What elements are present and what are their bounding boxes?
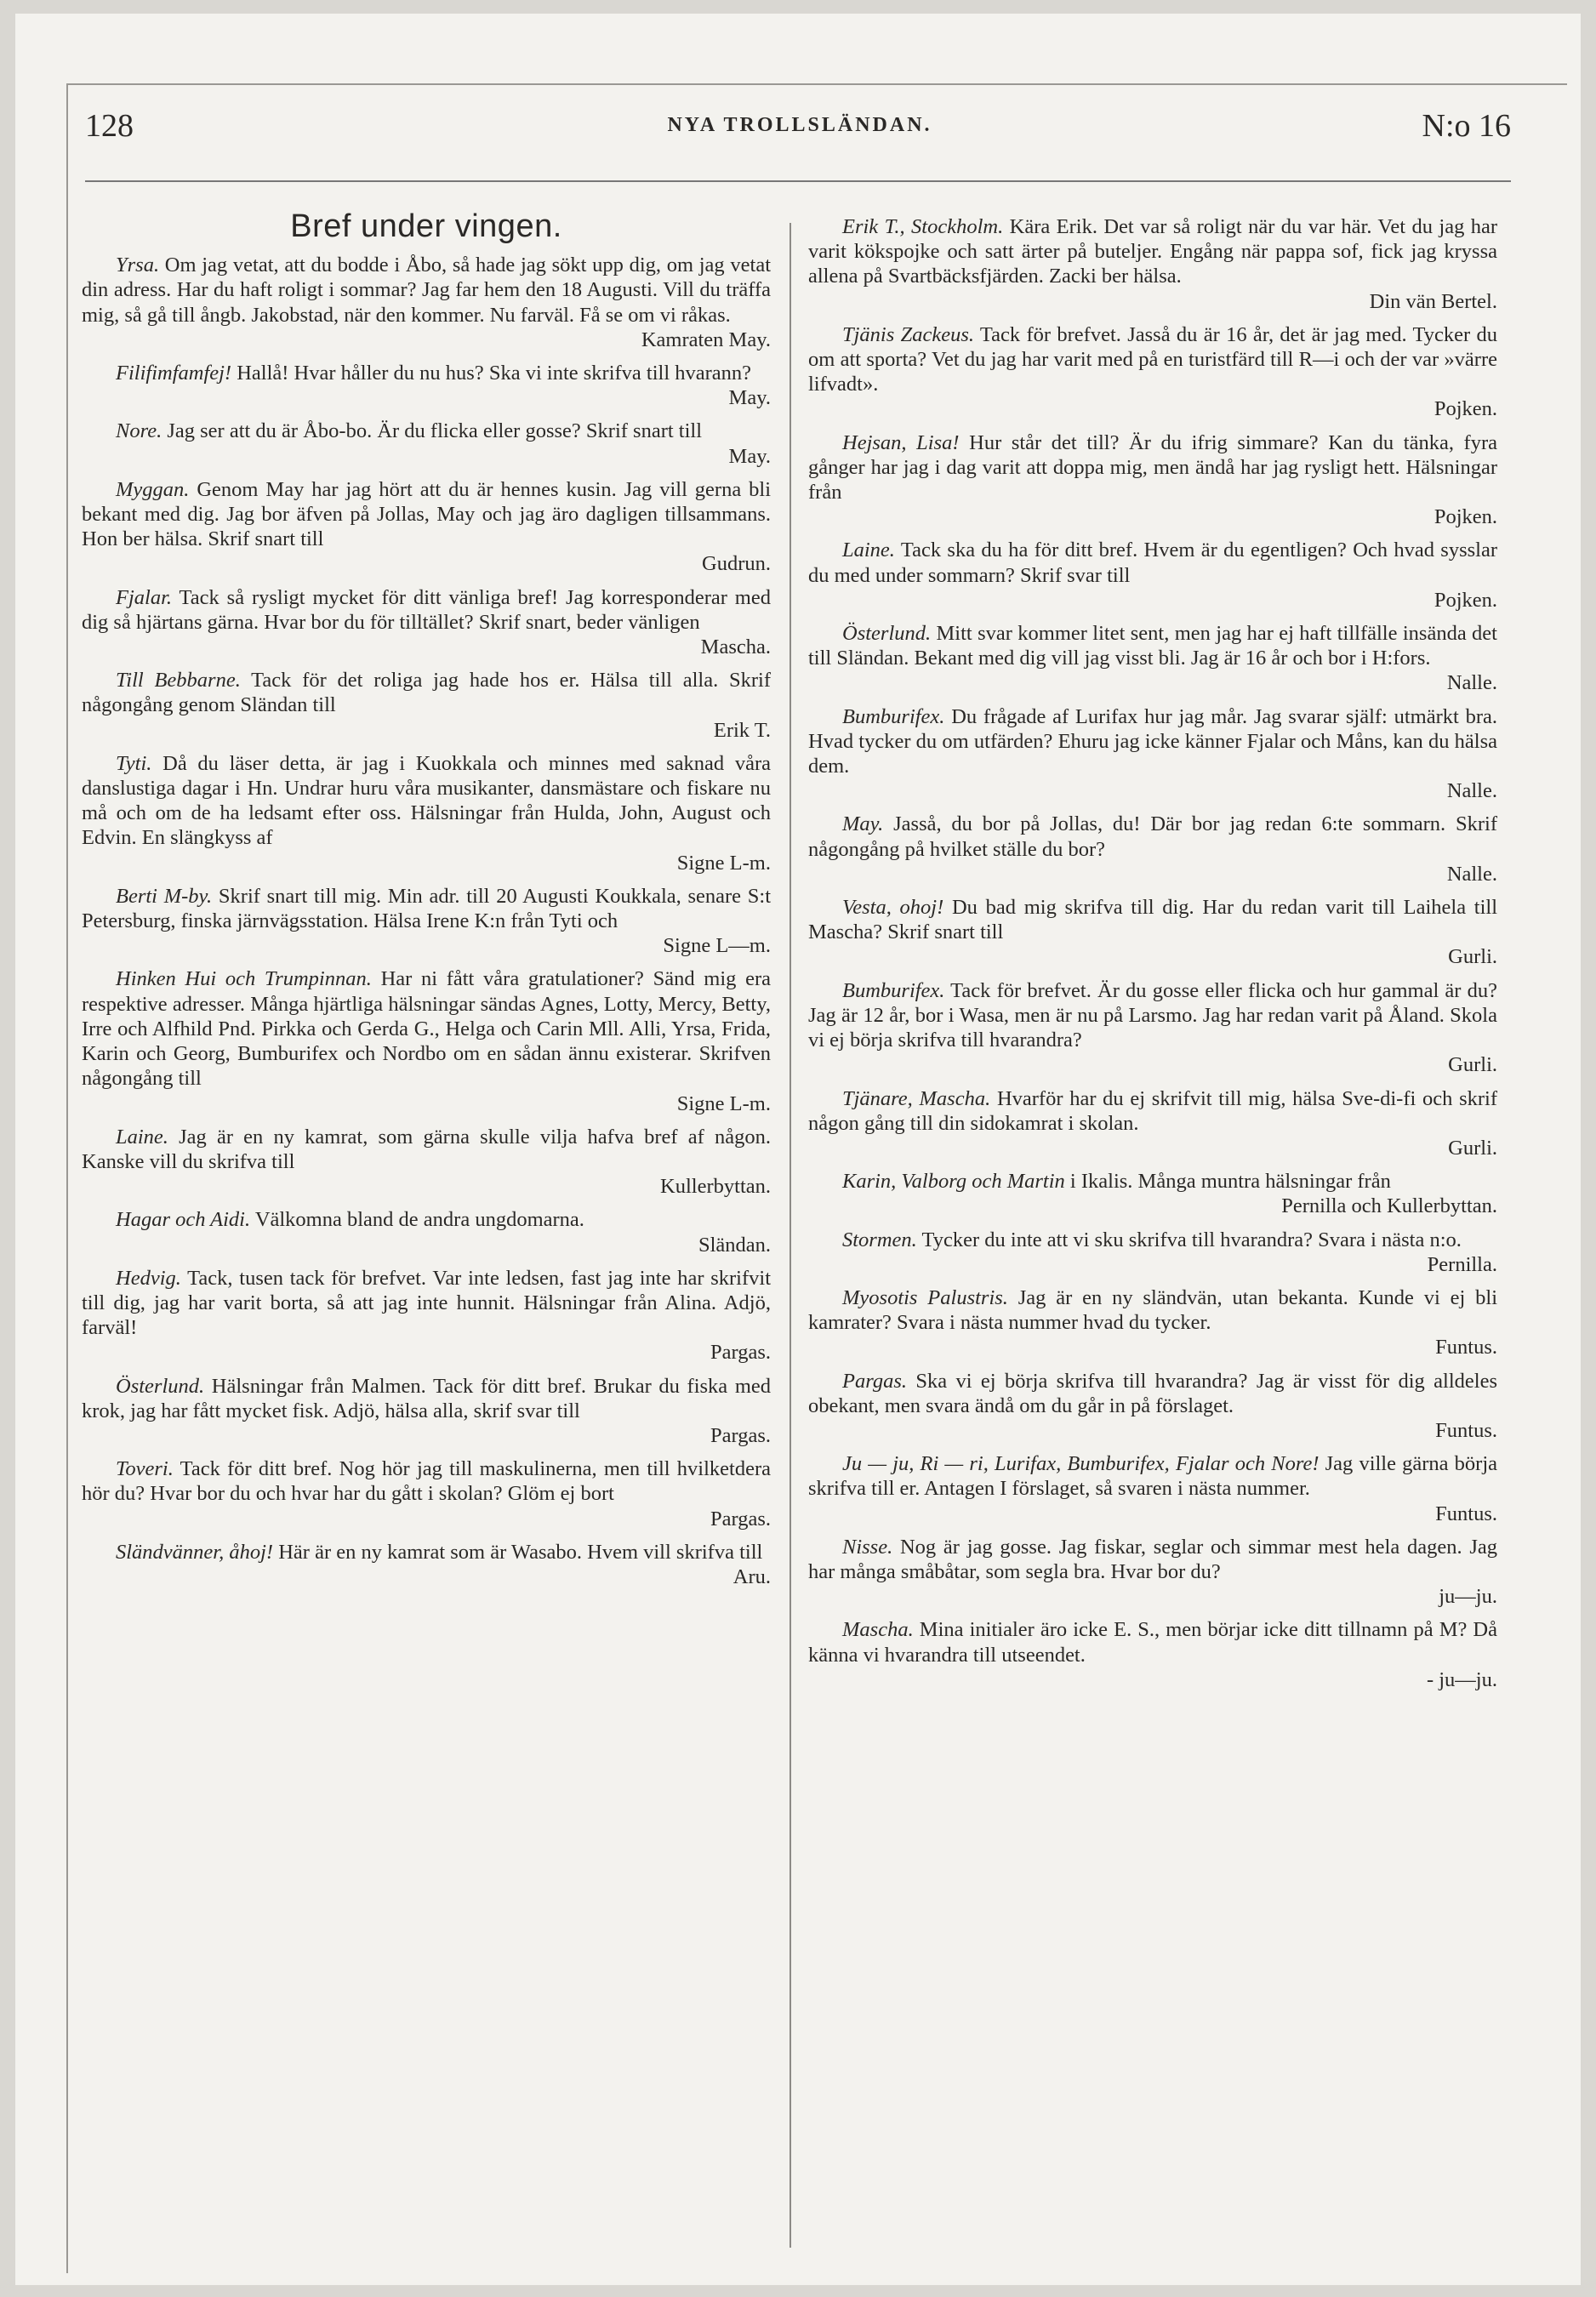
letter	[82, 419, 771, 468]
letter	[808, 978, 1497, 1078]
letter-signature: Pargas.	[710, 1341, 771, 1365]
letter-signature: Kamraten May.	[641, 328, 771, 351]
letter-body	[82, 477, 771, 552]
letter	[808, 1451, 1497, 1526]
letter-signature: Signe L—m.	[663, 934, 771, 958]
letter-addressee: Österlund.	[842, 622, 932, 646]
letter	[808, 812, 1497, 886]
letter-body	[808, 1451, 1497, 1501]
letter-addressee: May.	[842, 812, 884, 836]
letter	[808, 430, 1497, 530]
letter-text: Jag är en ny sländvän, utan bekanta. Kunde vi ej bli kamrater? Svara i nästa nummer hvad du tycker.	[808, 1285, 1498, 1335]
letter-addressee: Bumburifex.	[842, 704, 945, 728]
letter-body	[82, 253, 771, 328]
letter-body	[808, 1285, 1497, 1335]
letter-text: Ska vi ej börja skrifva till hvarandra? Jag är visst för dig alldeles obekant, men svara ändå om du går in på förslaget.	[808, 1369, 1498, 1417]
letter-body	[82, 1374, 771, 1423]
letter-text: Har ni fått våra gratulationer? Sänd mig era respektive adresser. Många hjärtliga hälsningar sändas Agnes, Lotty, Mercy, Betty, Irre och Alfhild Pnd. Pirkka och Gerda G., Helga och Carin Mll. Alli, Yrsa, Frida, Karin och Georg, Bumburifex och Nordbo om en sådan ännu existerar. Skrifven någongång till	[82, 967, 772, 1091]
letter-signature: Gurli.	[1448, 945, 1497, 969]
letter-body	[808, 1369, 1497, 1418]
letter-addressee: Hedvig.	[116, 1266, 181, 1290]
letter-signature: Pargas.	[710, 1423, 771, 1447]
letter	[82, 1266, 771, 1365]
letter-signature: May.	[728, 386, 771, 410]
letter-text: Tack för det roliga jag hade hos er. Hälsa till alla. Skrif någongång genom Sländan till	[82, 669, 771, 717]
letter-signature: - ju—ju.	[1426, 1667, 1497, 1691]
issue-number: N:o 16	[1422, 108, 1511, 144]
letter-body	[808, 895, 1497, 944]
letter	[82, 884, 771, 959]
letter-addressee: Hagar och Aidi.	[116, 1208, 251, 1232]
letter-text: Tack för brefvet. Jasså du är 16 år, det är jag med. Tycker du om att sporta? Vet du jag har varit med på en turistfärd till R—i och der var »värre lifvadt».	[808, 322, 1497, 396]
letter-addressee: Hinken Hui och Trumpinnan.	[116, 967, 372, 991]
running-title: NYA TROLLSLÄNDAN.	[667, 114, 932, 136]
letter-signature: Funtus.	[1435, 1418, 1497, 1442]
letter-text: Hälsningar från Malmen. Tack för ditt bref. Brukar du fiska med krok, jag har fått mycket fisk. Adjö, hälsa alla, skrif svar till	[82, 1374, 771, 1422]
letter-text: Tack så rysligt mycket för ditt vänliga bref! Jag korresponderar med dig så hjärtans gärna. Hvar bor du för tilltället? Skrif snart, beder vänligen	[82, 585, 771, 634]
letter-body	[808, 1228, 1497, 1252]
letter-text: Tycker du inte att vi sku skrifva till hvarandra? Svara i nästa n:o.	[921, 1228, 1462, 1251]
letter	[82, 1125, 771, 1200]
letter	[808, 214, 1497, 314]
letter	[82, 966, 771, 1115]
letter	[82, 253, 771, 352]
letter-body	[808, 214, 1497, 289]
letter-signature: Mascha.	[700, 636, 771, 659]
letter-body	[82, 966, 771, 1091]
letter-body	[82, 668, 771, 717]
letter-text: Genom May har jag hört att du är hennes kusin. Jag vill gerna bli bekant med dig. Jag bor äfven på Jollas, May och jag äro dagligen tillsammans. Hon ber hälsa. Skrif snart till	[82, 477, 771, 551]
letter-body	[808, 1617, 1497, 1667]
letter-body	[808, 978, 1497, 1053]
letter	[808, 1369, 1497, 1444]
letter-addressee: Laine.	[116, 1125, 168, 1148]
letter-text: Välkomna bland de andra ungdomarna.	[254, 1208, 584, 1232]
letter-body	[808, 538, 1497, 587]
letter-signature: Erik T.	[713, 718, 771, 742]
letter-addressee: Ju — ju, Ri — ri, Lurifax, Bumburifex, Fjalar och Nore!	[842, 1452, 1320, 1476]
letter-text: Jag ser att du är Åbo-bo. Är du flicka eller gosse? Skrif snart till	[167, 419, 703, 443]
letter-text: Tack för brefvet. Är du gosse eller flicka och hur gammal är du? Jag är 12 år, bor i Wasa, men är nu på Larsmo. Jag har redan varit på Åland. Skola vi ej börja skrifva till hvarandra?	[808, 978, 1497, 1052]
letter-signature: Pernilla och Kullerbyttan.	[1281, 1194, 1497, 1218]
letter-signature: Nalle.	[1446, 671, 1497, 695]
letter-text: Mina initialer äro icke E. S., men börjar icke ditt tillnamn på M? Då känna vi hvarandra till utseendet.	[808, 1618, 1497, 1667]
right-letters	[808, 214, 1497, 1692]
letter-text: Du frågade af Lurifax hur jag mår. Jag svarar själf: utmärkt bra. Hvad tycker du om utfärden? Ehuru jag icke känner Fjalar och Måns, kan du hälsa dem.	[808, 704, 1497, 778]
letter-body	[808, 322, 1497, 397]
letter-addressee: Fjalar.	[116, 585, 173, 609]
letter-addressee: Vesta, ohoj!	[842, 896, 944, 920]
page-header	[85, 104, 1514, 151]
page-number: 128	[85, 108, 134, 144]
letter-addressee: Bumburifex.	[842, 978, 945, 1002]
letter-addressee: Till Bebbarne.	[116, 669, 241, 693]
letter-signature: Signe L-m.	[676, 1092, 771, 1115]
letter-signature: Pojken.	[1434, 505, 1497, 529]
letter-text: Jag är en ny kamrat, som gärna skulle vilja hafva bref af någon. Kanske vill du skrifva till	[82, 1125, 771, 1173]
letter-addressee: Toveri.	[116, 1457, 174, 1481]
letter-addressee: Yrsa.	[116, 254, 160, 277]
letter-signature: Din vän Bertel.	[1369, 289, 1497, 313]
letter-text: Jasså, du bor på Jollas, du! Där bor jag redan 6:te sommarn. Skrif någongång på hvilket ställe du bor?	[808, 812, 1497, 861]
letter-signature: Gurli.	[1448, 1053, 1497, 1077]
letter-addressee: Tyti.	[116, 751, 152, 775]
left-letters	[82, 253, 771, 1589]
letter-text: Tack ska du ha för ditt bref. Hvem är du egentligen? Och hvad sysslar du med under sommarn? Skrif svar till	[808, 539, 1497, 587]
letter	[808, 1285, 1497, 1360]
letter-signature: Funtus.	[1435, 1336, 1497, 1359]
letter-text: Nog är jag gosse. Jag fiskar, seglar och simmar mest hela dagen. Jag har många småbåtar, som segla bra. Hvar bor du?	[808, 1535, 1497, 1583]
letter-body	[808, 812, 1497, 861]
letter	[808, 1617, 1497, 1692]
letter	[82, 751, 771, 875]
letter-text: Hvarför har du ej skrifvit till mig, hälsa Sve-di-fi och skrif någon gång till din sidokamrat i skolan.	[808, 1086, 1498, 1135]
letter-signature: May.	[728, 444, 771, 468]
letter-signature: Gudrun.	[702, 552, 771, 576]
letter-addressee: Nore.	[116, 419, 162, 443]
letter-body	[808, 704, 1497, 779]
right-column	[808, 214, 1497, 1701]
letter-text: Jag ville gärna börja skrifva till er. Antagen I förslaget, så svaren i nästa nummer.	[808, 1452, 1498, 1501]
letter-text: Hur står det till? Är du ifrig simmare? Kan du tänka, fyra gånger har jag i dag varit att doppa mig, men ändå har jag rysligt hett. Hälsningar från	[808, 430, 1497, 504]
header-rule	[85, 180, 1511, 182]
letter-body	[82, 1207, 771, 1232]
letter-text: Du bad mig skrifva till dig. Har du redan varit till Laihela till Mascha? Skrif snart till	[808, 896, 1498, 944]
letter-text: i Ikalis. Många muntra hälsningar från	[1069, 1170, 1391, 1194]
letter-addressee: Myggan.	[116, 477, 190, 501]
letter-addressee: Sländvänner, åhoj!	[116, 1540, 274, 1564]
letter	[808, 1086, 1497, 1161]
letter-body	[82, 1266, 771, 1341]
letter-body	[82, 1540, 771, 1565]
letter-addressee: Karin, Valborg och Martin	[842, 1170, 1065, 1194]
letter	[82, 477, 771, 577]
letter-body	[82, 585, 771, 635]
letter-body	[82, 751, 771, 851]
letter-addressee: Berti M-by.	[116, 884, 213, 908]
letter-text: Tack för ditt bref. Nog hör jag till maskulinerna, men till hvilketdera hör du? Hvar bor du och hvar har du gått i skolan? Glöm ej bort	[82, 1457, 771, 1506]
letter	[808, 1535, 1497, 1610]
letter-signature: Sländan.	[698, 1233, 771, 1257]
letter-signature: Nalle.	[1446, 779, 1497, 803]
letter-signature: Pojken.	[1434, 588, 1497, 612]
letter-body	[808, 621, 1497, 670]
letter-addressee: Hejsan, Lisa!	[842, 430, 960, 454]
letter-addressee: Nisse.	[842, 1535, 893, 1559]
letter-signature: Gurli.	[1448, 1136, 1497, 1160]
letter-addressee: Stormen.	[842, 1228, 917, 1251]
letter-body	[82, 361, 771, 385]
letter-addressee: Österlund.	[116, 1374, 205, 1398]
letter-body	[808, 1535, 1497, 1584]
letter-body	[808, 1169, 1497, 1194]
letter	[82, 668, 771, 743]
letter	[82, 1207, 771, 1257]
letter-signature: Funtus.	[1435, 1502, 1497, 1525]
letter-text: Om jag vetat, att du bodde i Åbo, så hade jag sökt upp dig, om jag vetat din adress. Har du haft roligt i sommar? Jag far hem den 18 Augusti. Vill du träffa mig, så gå till ångb. Jakobstad, när den kommer. Nu farväl. Få se om vi råkas.	[82, 254, 772, 327]
letter	[808, 1228, 1497, 1277]
letter-addressee: Tjänare, Mascha.	[842, 1086, 991, 1110]
letter-signature: Pojken.	[1434, 397, 1497, 421]
letter-addressee: Tjänis Zackeus.	[842, 322, 975, 346]
letter-body	[808, 1086, 1497, 1136]
letter-addressee: Filifimfamfej!	[116, 362, 232, 385]
letter-text: Skrif snart till mig. Min adr. till 20 Augusti Koukkala, senare S:t Petersburg, finska järnvägsstation. Hälsa Irene K:n från Tyti och	[82, 884, 772, 933]
letter-body	[82, 419, 771, 443]
letter-signature: Pargas.	[710, 1507, 771, 1530]
letter-addressee: Pargas.	[842, 1369, 908, 1393]
letter-text: Kära Erik. Det var så roligt när du var här. Vet du jag har varit kökspojke och satt ärter på buteljer. Engång när pappa sof, fick jag kryssa allena på Svartbäcksfjärden. Zacki ber hälsa.	[808, 215, 1498, 288]
left-column	[82, 208, 772, 1598]
letter-body	[808, 430, 1497, 505]
letter	[808, 538, 1497, 613]
letter	[82, 1540, 771, 1589]
letter-body	[82, 1125, 771, 1174]
letter-addressee: Erik T., Stockholm.	[842, 215, 1004, 238]
section-title: Bref under vingen.	[290, 208, 562, 244]
letter-body	[82, 884, 771, 933]
letter-signature: Kullerbyttan.	[660, 1175, 771, 1199]
letter-text: Tack, tusen tack för brefvet. Var inte ledsen, fast jag inte har skrifvit till dig, jag har varit borta, så att jag inte hunnit. Hälsningar från Alina. Adjö, farväl!	[82, 1266, 771, 1340]
letter	[808, 704, 1497, 804]
letter	[808, 322, 1497, 422]
letter	[82, 1456, 771, 1531]
letter-text: Då du läser detta, är jag i Kuokkala och minnes med saknad våra danslustiga dagar i Hn. Undrar huru våra musikanter, dansmästare och fiskare nu må och om de ha ledsamt efter oss. Hälsningar från Hulda, John, August och Edvin. En slängkyss af	[82, 751, 772, 850]
letter	[82, 1374, 771, 1449]
letter-addressee: Myosotis Palustris.	[842, 1285, 1008, 1309]
letter-body	[82, 1456, 771, 1506]
letter-addressee: Mascha.	[842, 1618, 914, 1642]
letter-signature: ju—ju.	[1439, 1585, 1497, 1609]
letter-text: Mitt svar kommer litet sent, men jag har ej haft tillfälle insända det till Sländan. Bekant med dig vill jag visst bli. Jag är 16 år och bor i H:fors.	[808, 622, 1497, 670]
letter	[82, 361, 771, 410]
column-divider	[789, 223, 791, 2248]
letter-signature: Pernilla.	[1427, 1252, 1497, 1276]
letter-signature: Aru.	[732, 1565, 771, 1588]
letter	[808, 895, 1497, 970]
letter	[82, 585, 771, 660]
letter-addressee: Laine.	[842, 539, 895, 562]
letter-signature: Signe L-m.	[676, 851, 771, 875]
letter	[808, 1169, 1497, 1218]
letter-text: Här är en ny kamrat som är Wasabo. Hvem vill skrifva till	[278, 1540, 763, 1564]
letter-text: Hallå! Hvar håller du nu hus? Ska vi inte skrifva till hvarann?	[237, 362, 752, 385]
letter	[808, 621, 1497, 696]
letter-signature: Nalle.	[1446, 862, 1497, 886]
